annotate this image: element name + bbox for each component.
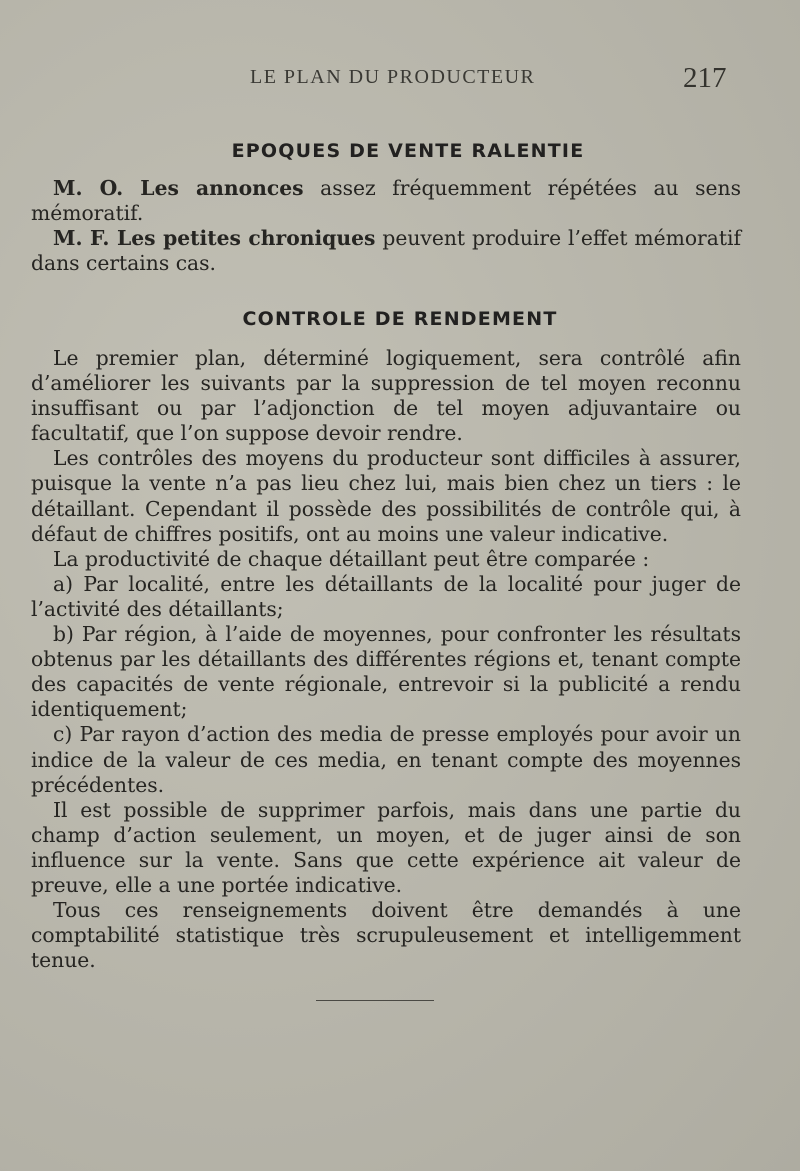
paragraph	[31, 176, 741, 226]
paragraph: Il est possible de supprimer parfois, mais dans une partie du champ d’action seulement, un moyen, et de juger ainsi de son influence sur la vente. Sans que cette expérience ait valeur de preuve, elle a une portée indicative.	[31, 797, 741, 897]
paragraph: Tous ces renseignements doivent être demandés à une comptabilité statistique très scrupuleusement et intelligemment tenue.	[31, 898, 741, 973]
paragraph: Les contrôles des moyens du producteur sont difficiles à assurer, puisque la vente n’a pas lieu chez lui, mais bien chez un tiers : le détaillant. Cependant il possède des possibilités de contrôle qui, à défaut de chiffres positifs, ont au moins une valeur indicative.	[31, 446, 741, 546]
page-number: 217	[683, 62, 727, 94]
page-header	[0, 62, 800, 96]
list-item-a: a) Par localité, entre les détaillants de la localité pour juger de l’activité des détaillants;	[31, 571, 741, 621]
paragraph-text: assez fréquemment répétées au sens mémoratif.	[31, 176, 741, 226]
paragraph: Le premier plan, déterminé logiquement, sera contrôlé afin d’améliorer les suivants par la suppression de tel moyen reconnu insuffisant ou par l’adjonction de tel moyen adjuvantaire ou facultatif, que l’on suppose devoir rendre.	[31, 346, 741, 446]
section-heading-epoques: EPOQUES DE VENTE RALENTIE	[231, 140, 585, 162]
section-body-controle	[31, 346, 741, 973]
speaker-label: M. F. Les petites chroniques	[53, 226, 376, 251]
running-title: LE PLAN DU PRODUCTEUR	[250, 66, 536, 88]
paragraph-text: peuvent produire l’effet mémoratif dans certains cas.	[31, 226, 741, 276]
paragraph	[31, 226, 741, 276]
end-rule	[316, 1000, 434, 1001]
section-heading-controle: CONTROLE DE RENDEMENT	[242, 308, 558, 330]
paragraph: La productivité de chaque détaillant peut être comparée :	[53, 546, 650, 571]
list-item-c: c) Par rayon d’action des media de presse employés pour avoir un indice de la valeur de ces media, en tenant compte des moyennes précédentes.	[31, 722, 741, 797]
list-item-b: b) Par région, à l’aide de moyennes, pour confronter les résultats obtenus par les détaillants des différentes régions et, tenant compte des capacités de vente régionale, entrevoir si la publicité a rendu identiquement;	[31, 622, 741, 722]
speaker-label: M. O. Les annonces	[53, 176, 304, 200]
section-body-epoques	[31, 176, 741, 276]
